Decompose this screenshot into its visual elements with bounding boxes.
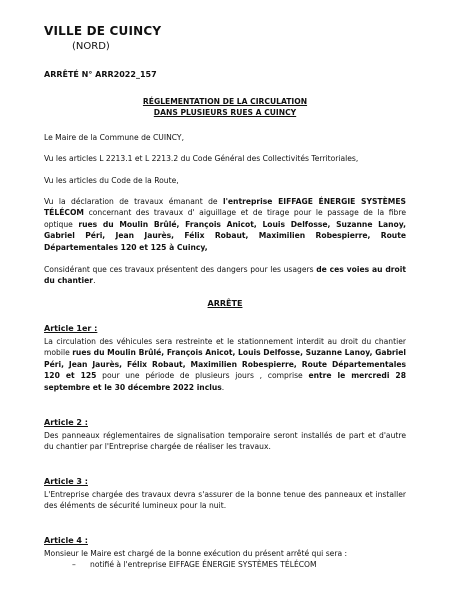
declaration-streets: rues du Moulin Brûlé, François Anicot, Louis Delfosse, Suzanne Lanoy, Gabriel Péri, Jean Jaurès, Félix Robaut, Maximilien Robespierre, Route Départementales 120 et 125 à Cuincy, [44, 219, 406, 252]
article-1-text-c: pour une période de plusieurs jours , comprise [96, 371, 309, 381]
article-4-heading: Article 4 : [44, 536, 88, 545]
document-title-line1: RÉGLEMENTATION DE LA CIRCULATION [142, 97, 308, 106]
declaration-text-c: concernant des travaux d' aiguillage et de tirage pour le passage de la fibre optique [44, 208, 406, 229]
article-1-dates: entre le mercredi 28 septembre et le 30 décembre 2022 inclus [44, 371, 407, 392]
arrete-number: ARRÊTÉ N° ARR2022_157 [44, 70, 157, 79]
considerant-text-b: de ces voies au droit du chantier [44, 265, 406, 286]
article-4-list-item [72, 560, 317, 569]
article-1-heading: Article 1er : [44, 324, 98, 333]
article-1-text [44, 336, 406, 393]
preamble-legal-articles: Vu les articles L 2213.1 et L 2213.2 du Code Général des Collectivités Territoriales, [44, 154, 359, 163]
article-1-streets: rues du Moulin Brûlé, François Anicot, Louis Delfosse, Suzanne Lanoy, Gabriel Péri, Jean Jaurès, Félix Robaut, Maximilien Robespierre, Route Départementales 120 et 125 [44, 348, 407, 381]
preamble-considerant [44, 264, 406, 287]
article-3-heading: Article 3 : [44, 477, 88, 486]
declaration-company: l'entreprise EIFFAGE ÉNERGIE SYSTÈMES TÉLÉCOM [44, 197, 406, 218]
article-1-text-e: . [221, 382, 225, 392]
department-heading: (NORD) [72, 41, 110, 52]
considerant-text-c: . [93, 276, 96, 286]
article-4-item-1: notifié à l'entreprise EIFFAGE ÉNERGIE SYSTÈMES TÉLÉCOM [90, 560, 317, 569]
article-1-text-a: La circulation des véhicules sera restreinte et le stationnement interdit au droit du chantier mobile [44, 337, 406, 358]
article-4-text: Monsieur le Maire est chargé de la bonne exécution du présent arrêté qui sera : [44, 549, 348, 558]
preamble-code-route: Vu les articles du Code de la Route, [44, 176, 179, 185]
considerant-text-a: Considérant que ces travaux présentent des dangers pour les usagers [44, 265, 317, 274]
arrete-heading: ARRÊTE [207, 299, 243, 308]
article-2-heading: Article 2 : [44, 418, 88, 427]
preamble-declaration [44, 196, 406, 253]
article-2-text: Des panneaux réglementaires de signalisation temporaire seront installés de part et d'autre du chantier par l'Entreprise chargée de réaliser les travaux. [44, 431, 406, 452]
document-title-line2: DANS PLUSIEURS RUES A CUINCY [153, 108, 297, 117]
article-3-text: L'Entreprise chargée des travaux devra s'assurer de la bonne tenue des panneaux et installer des éléments de sécurité lumineux pour la nuit. [44, 490, 406, 511]
town-heading: VILLE DE CUINCY [44, 24, 162, 38]
declaration-text-a: Vu la déclaration de travaux émanant de [44, 197, 223, 206]
preamble-mayor: Le Maire de la Commune de CUINCY, [44, 133, 184, 142]
list-dash-icon: – [72, 560, 76, 569]
